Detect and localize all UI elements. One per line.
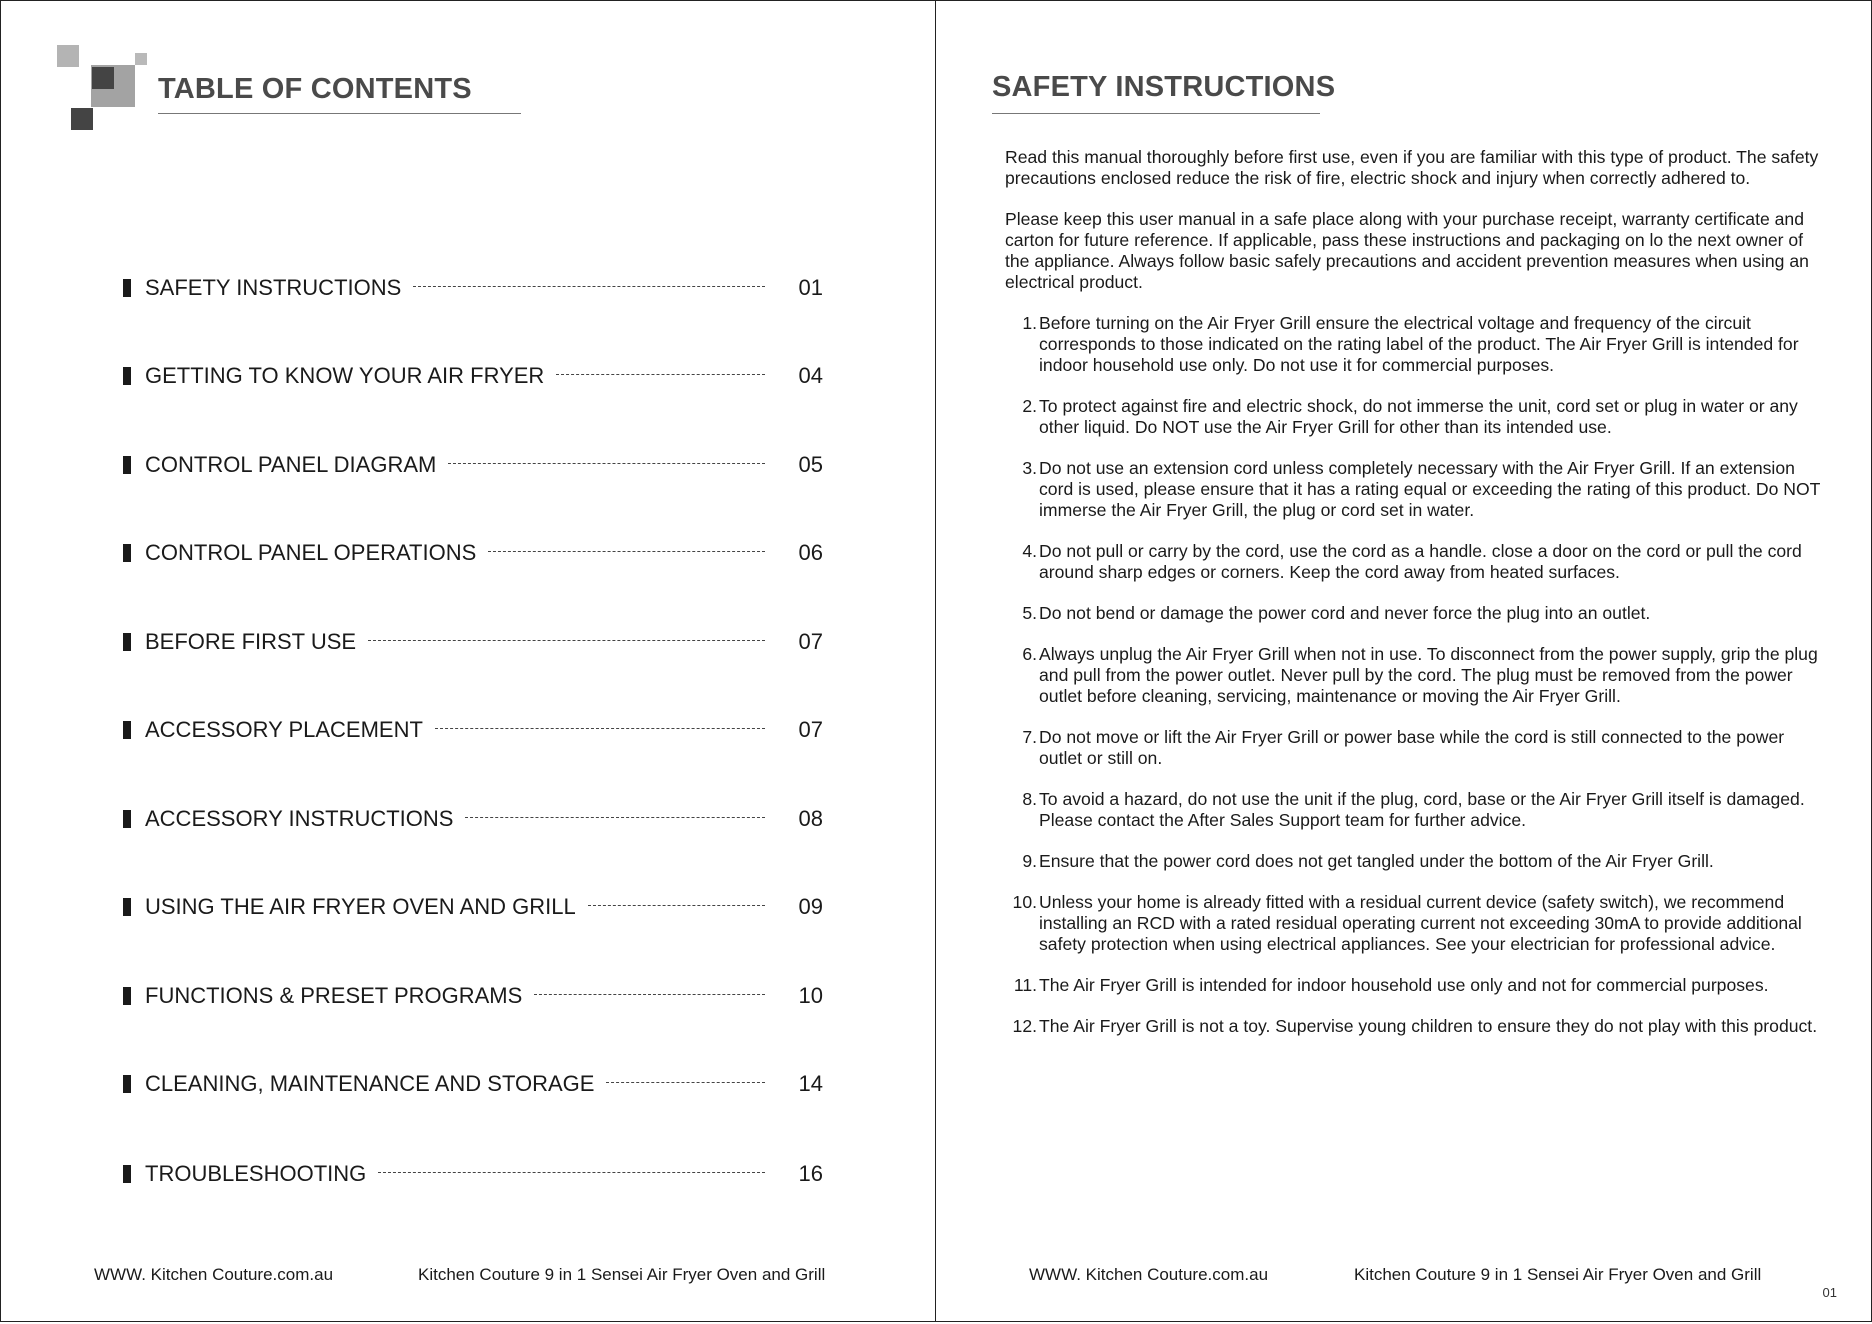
safety-item-text: To protect against fire and electric shock, do not immerse the unit, cord set or plug in water or any other liquid. Do NOT use the Air Fryer Grill for other than its intended use. (1039, 396, 1798, 437)
toc-entry-title: USING THE AIR FRYER OVEN AND GRILL (145, 894, 576, 919)
toc-entry-page: 04 (798, 363, 823, 388)
title-underline (158, 113, 521, 114)
bullet-marker-icon (123, 456, 131, 474)
safety-item-number: 9. (1022, 851, 1037, 871)
safety-item (1005, 541, 1825, 583)
toc-entry (123, 715, 823, 745)
safety-item (1005, 851, 1825, 872)
toc-entry-page: 16 (798, 1161, 823, 1186)
safety-item (1005, 1016, 1825, 1037)
toc-entry (123, 627, 823, 657)
safety-item-text: Do not move or lift the Air Fryer Grill or power base while the cord is still connected to the power outlet or still on. (1039, 727, 1785, 768)
toc-entry-page: 06 (798, 540, 823, 565)
safety-item (1005, 644, 1825, 707)
safety-item-number: 7. (1022, 727, 1037, 747)
safety-item-number: 5. (1022, 603, 1037, 623)
safety-item-number: 2. (1022, 396, 1037, 416)
bullet-marker-icon (123, 987, 131, 1005)
safety-item-text: Do not pull or carry by the cord, use the cord as a handle. close a door on the cord or pull the cord around sharp edges or corners. Keep the cord away from heated surfaces. (1039, 541, 1802, 582)
toc-entry (123, 892, 823, 922)
toc-entry-page: 07 (798, 717, 823, 742)
toc-entry (123, 538, 823, 568)
safety-item-number: 6. (1022, 644, 1037, 664)
footer-product-name: Kitchen Couture 9 in 1 Sensei Air Fryer Oven and Grill (1354, 1265, 1762, 1284)
safety-item-text: Do not use an extension cord unless completely necessary with the Air Fryer Grill. If an extension cord is used, please ensure that it has a rating equal or exceeding the rating of this product. Do NOT immerse the Air Fryer Grill, the plug or cord set in water. (1039, 458, 1821, 520)
toc-entry (123, 450, 823, 480)
toc-entry-title: CLEANING, MAINTENANCE AND STORAGE (145, 1071, 595, 1096)
left-page (0, 0, 936, 1322)
dotted-leader (556, 374, 765, 375)
toc-entry-page: 10 (798, 983, 823, 1008)
intro-paragraph: Read this manual thoroughly before first use, even if you are familiar with this type of product. The safety precautions enclosed reduce the risk of fire, electric shock and injury when correctly adhered to. (1005, 147, 1819, 188)
safety-item-text: Do not bend or damage the power cord and never force the plug into an outlet. (1039, 603, 1651, 623)
bullet-marker-icon (123, 633, 131, 651)
dotted-leader (488, 551, 765, 552)
title-underline (992, 113, 1320, 114)
dotted-leader (448, 463, 765, 464)
toc-entry-page: 08 (798, 806, 823, 831)
toc-entry (123, 361, 823, 391)
toc-entry-page: 07 (798, 629, 823, 654)
safety-item-number: 10. (1012, 892, 1037, 912)
safety-item-text: Always unplug the Air Fryer Grill when not in use. To disconnect from the power supply, grip the plug and pull from the power outlet. Never pull by the cord. The plug must be removed from the power outlet before cleaning, servicing, maintenance or moving the Air Fryer Grill. (1039, 644, 1818, 706)
toc-entry (123, 804, 823, 834)
safety-list (1005, 313, 1825, 1037)
safety-item (1005, 727, 1825, 769)
safety-item (1005, 313, 1825, 376)
dotted-leader (435, 728, 765, 729)
toc-entry (123, 981, 823, 1011)
bullet-marker-icon (123, 1165, 131, 1183)
page-number: 01 (1822, 1285, 1837, 1300)
dotted-leader (588, 905, 765, 906)
toc-entry (123, 273, 823, 303)
toc-entry-title: ACCESSORY PLACEMENT (145, 717, 423, 742)
safety-item-text: Unless your home is already fitted with a residual current device (safety switch), we recommend installing an RCD with a rated residual operating current not exceeding 30mA to provide additional safety protection when using electrical appliances. See your electrician for professional advice. (1039, 892, 1802, 954)
safety-item-text: Ensure that the power cord does not get tangled under the bottom of the Air Fryer Grill. (1039, 851, 1714, 871)
safety-item (1005, 396, 1825, 438)
toc-entry-title: BEFORE FIRST USE (145, 629, 357, 654)
toc-entry-title: CONTROL PANEL OPERATIONS (145, 540, 477, 565)
footer-product-name: Kitchen Couture 9 in 1 Sensei Air Fryer Oven and Grill (418, 1265, 826, 1284)
bullet-marker-icon (123, 279, 131, 297)
toc-entry-page: 01 (798, 275, 823, 300)
safety-item-text: Before turning on the Air Fryer Grill ensure the electrical voltage and frequency of the circuit corresponds to those indicated on the rating label of the product. The Air Fryer Grill is intended for indoor household use only. Do not use it for commercial purposes. (1039, 313, 1799, 375)
intro-paragraph: Please keep this user manual in a safe place along with your purchase receipt, warranty certificate and carton for future reference. If applicable, pass these instructions and packaging on lo the next owner of the appliance. Always follow basic safely precautions and accident prevention measures when using an electrical product. (1005, 209, 1809, 292)
safety-instructions-body (1005, 147, 1825, 1057)
dotted-leader (465, 817, 765, 818)
toc-entry-title: ACCESSORY INSTRUCTIONS (145, 806, 454, 831)
bullet-marker-icon (123, 367, 131, 385)
toc-entry-title: CONTROL PANEL DIAGRAM (145, 452, 437, 477)
safety-item-text: The Air Fryer Grill is not a toy. Supervise young children to ensure they do not play with this product. (1039, 1016, 1818, 1036)
bullet-marker-icon (123, 721, 131, 739)
right-page (935, 0, 1872, 1322)
page-title: SAFETY INSTRUCTIONS (992, 71, 1336, 103)
toc-entry-title: GETTING TO KNOW YOUR AIR FRYER (145, 363, 545, 388)
page-title: TABLE OF CONTENTS (158, 73, 472, 105)
toc-entry-title: FUNCTIONS & PRESET PROGRAMS (145, 983, 523, 1008)
toc-entry-page: 14 (798, 1071, 823, 1096)
safety-item-number: 8. (1022, 789, 1037, 809)
safety-item-number: 4. (1022, 541, 1037, 561)
safety-item (1005, 789, 1825, 831)
bullet-marker-icon (123, 1075, 131, 1093)
safety-item (1005, 975, 1825, 996)
footer-website: WWW. Kitchen Couture.com.au (1029, 1265, 1269, 1284)
dotted-leader (413, 286, 765, 287)
dotted-leader (534, 994, 765, 995)
bullet-marker-icon (123, 810, 131, 828)
toc-entry-title: TROUBLESHOOTING (145, 1161, 367, 1186)
toc-entry (123, 1159, 823, 1189)
toc-entry (123, 1069, 823, 1099)
footer-website: WWW. Kitchen Couture.com.au (94, 1265, 334, 1284)
safety-item (1005, 603, 1825, 624)
safety-item-number: 3. (1022, 458, 1037, 478)
safety-item-number: 11. (1013, 975, 1037, 995)
safety-item-number: 1. (1022, 313, 1037, 333)
safety-item (1005, 458, 1825, 521)
bullet-marker-icon (123, 544, 131, 562)
safety-item-text: The Air Fryer Grill is intended for indoor household use only and not for commercial purposes. (1039, 975, 1769, 995)
toc-entry-page: 09 (798, 894, 823, 919)
dotted-leader (606, 1082, 765, 1083)
safety-item-number: 12. (1012, 1016, 1037, 1036)
bullet-marker-icon (123, 898, 131, 916)
safety-item-text: To avoid a hazard, do not use the unit if the plug, cord, base or the Air Fryer Grill itself is damaged. Please contact the After Sales Support team for further advice. (1039, 789, 1805, 830)
dotted-leader (378, 1172, 765, 1173)
dotted-leader (368, 640, 765, 641)
safety-item (1005, 892, 1825, 955)
toc-entry-page: 05 (798, 452, 823, 477)
toc-entry-title: SAFETY INSTRUCTIONS (145, 275, 402, 300)
